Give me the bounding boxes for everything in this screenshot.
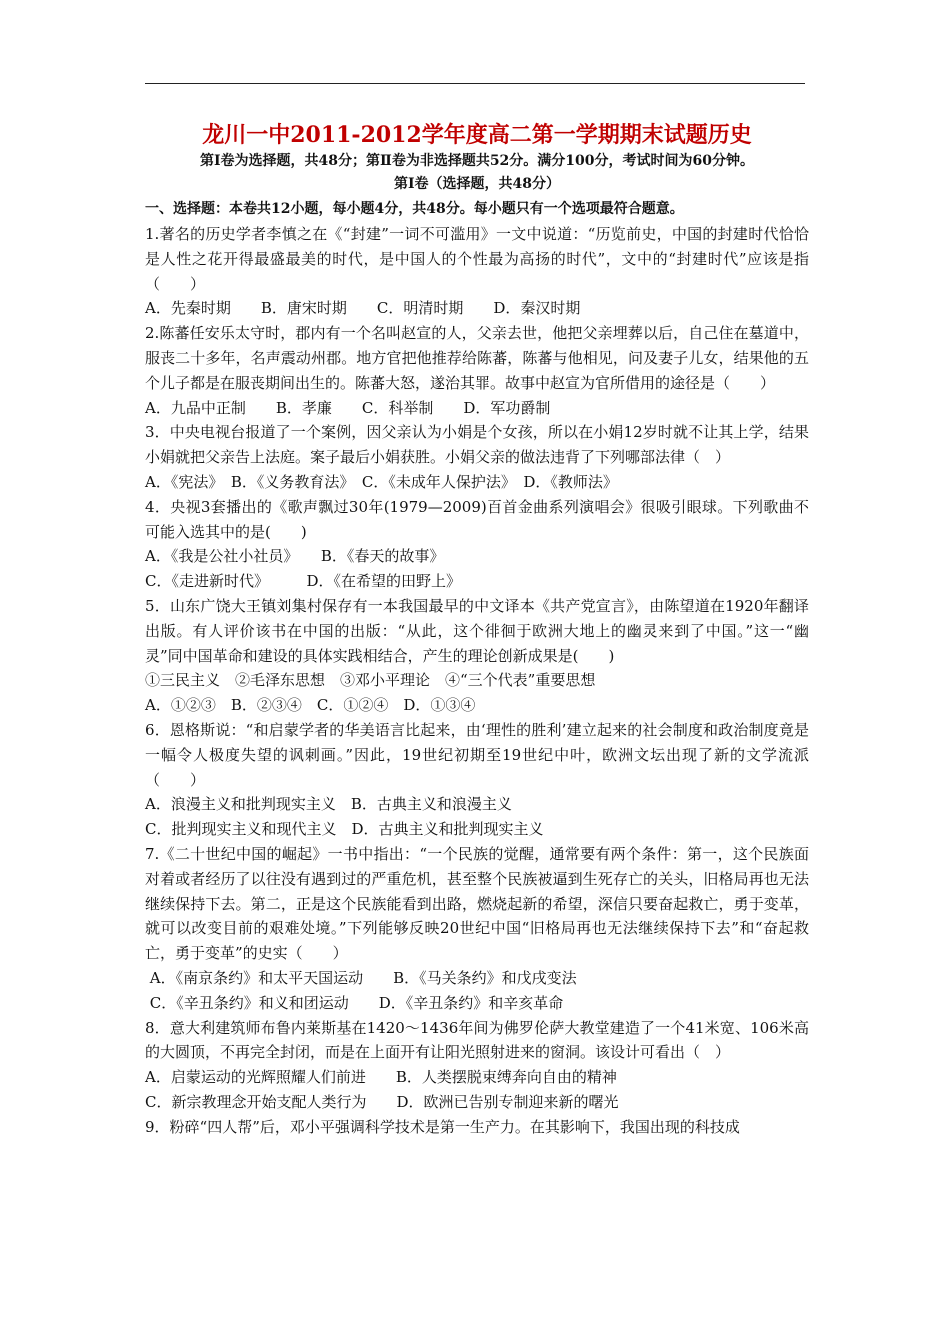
question-options: A．《我是公社小社员》 B．《春天的故事》 [145,547,445,566]
question-text: 6．恩格斯说：“和启蒙学者的华美语言比起来，由‘理性的胜利’建立起来的社会制度和政治制度竟是一幅令人极度失望的讽刺画。”因此，19世纪初期至19世纪中叶，欧洲文坛出现了新的文学流派（ ） [145,720,809,789]
question-options: C．批判现实主义和现代主义 D．古典主义和批判现实主义 [145,820,544,839]
question-3 [145,420,809,494]
question-options: A．《宪法》 B．《义务教育法》 C．《未成年人保护法》 D．《教师法》 [145,472,618,491]
question-text: 3．中央电视台报道了一个案例，因父亲认为小娟是个女孩，所以在小娟12岁时就不让其上学，结果小娟就把父亲告上法庭。案子最后小娟获胜。小娟父亲的做法违背了下列哪部法律（ ） [145,423,809,467]
question-text: 7.《二十世纪中国的崛起》一书中指出：“一个民族的觉醒，通常要有两个条件：第一，这个民族面对着或者经历了以往没有遇到过的严重危机，甚至整个民族被逼到生死存亡的关头，旧格局再也无法继续保持下去。第二，正是这个民族能看到出路，燃烧起新的希望，深信只要奋起救亡，勇于变革，就可以改变目前的艰难处境。”下列能够反映20世纪中国“旧格局再也无法继续保持下去”和“奋起救亡，勇于变革”的史实（ ） [145,844,809,963]
exam-content [145,120,809,1139]
question-4 [145,495,809,594]
question-text: 2.陈蕃任安乐太守时，郡内有一个名叫赵宣的人，父亲去世，他把父亲埋葬以后，自己住在墓道中，服丧二十多年，名声震动州郡。地方官把他推荐给陈蕃，陈蕃与他相见，问及妻子儿女，结果他的五个儿子都是在服丧期间出生的。陈蕃大怒，遂治其罪。故事中赵宣为官所借用的途径是（ ） [145,324,809,392]
question-options: C．新宗教理念开始支配人类行为 D．欧洲已告别专制迎来新的曙光 [145,1092,619,1111]
header-rule [145,83,805,84]
question-2 [145,321,809,420]
question-text: 1.著名的历史学者李慎之在《“封建”一词不可滥用》一文中说道：“历览前史，中国的封建时代恰恰是人性之花开得最盛最美的时代，是中国人的个性最为高扬的时代”，文中的“封建时代”应该是指（ ） [145,225,809,293]
question-8 [145,1016,809,1115]
exam-title: 龙川一中2011-2012学年度高二第一学期期末试题历史 [202,122,752,148]
question-text: 9．粉碎“四人帮”后，邓小平强调科学技术是第一生产力。在其影响下，我国出现的科技成 [145,1117,740,1136]
question-6 [145,718,809,842]
question-options: A．《南京条约》和太平天国运动 B．《马关条约》和戊戌变法 [145,968,577,987]
question-text: 8．意大利建筑师布鲁内莱斯基在1420～1436年间为佛罗伦萨大教堂建造了一个41米宽、106米高的大圆顶，不再完全封闭，而是在上面开有让阳光照射进来的窗洞。该设计可看出（ ） [145,1018,809,1062]
question-statements: ①三民主义 ②毛泽东思想 ③邓小平理论 ④“三个代表”重要思想 [145,671,596,690]
question-options: A．浪漫主义和批判现实主义 B．古典主义和浪漫主义 [145,795,512,814]
question-text: 5．山东广饶大王镇刘集村保存有一本我国最早的中文译本《共产党宣言》，由陈望道在1920年翻译出版。有人评价该书在中国的出版：“从此，这个徘徊于欧洲大地上的幽灵来到了中国。”这一“幽灵”同中国革命和建设的具体实践相结合，产生的理论创新成果是( ) [145,596,809,665]
question-options: A．启蒙运动的光辉照耀人们前进 B．人类摆脱束缚奔向自由的精神 [145,1068,617,1087]
question-options: A．①②③ B．②③④ C．①②④ D．①③④ [145,696,476,715]
section-instructions: 一、选择题：本卷共12小题，每小题4分，共48分。每小题只有一个选项最符合题意。 [145,201,684,217]
question-text: 4．央视3套播出的《歌声飘过30年(1979—2009)百首金曲系列演唱会》很吸引眼球。下列歌曲不可能入选其中的是( ) [145,497,809,541]
section-heading: 第Ⅰ卷（选择题，共48分） [393,176,561,192]
question-9 [145,1115,809,1140]
question-7 [145,842,809,1016]
question-options: A．先秦时期 B．唐宋时期 C．明清时期 D．秦汉时期 [145,299,581,318]
question-1 [145,222,809,321]
question-options: C．《辛丑条约》和义和团运动 D．《辛丑条约》和辛亥革命 [145,993,564,1012]
question-options: A．九品中正制 B．孝廉 C．科举制 D．军功爵制 [145,398,551,417]
exam-intro: 第Ⅰ卷为选择题，共48分；第Ⅱ卷为非选择题共52分。满分100分，考试时间为60分钟。 [199,153,755,169]
question-options: C．《走进新时代》 D．《在希望的田野上》 [145,572,462,591]
question-5 [145,594,809,718]
